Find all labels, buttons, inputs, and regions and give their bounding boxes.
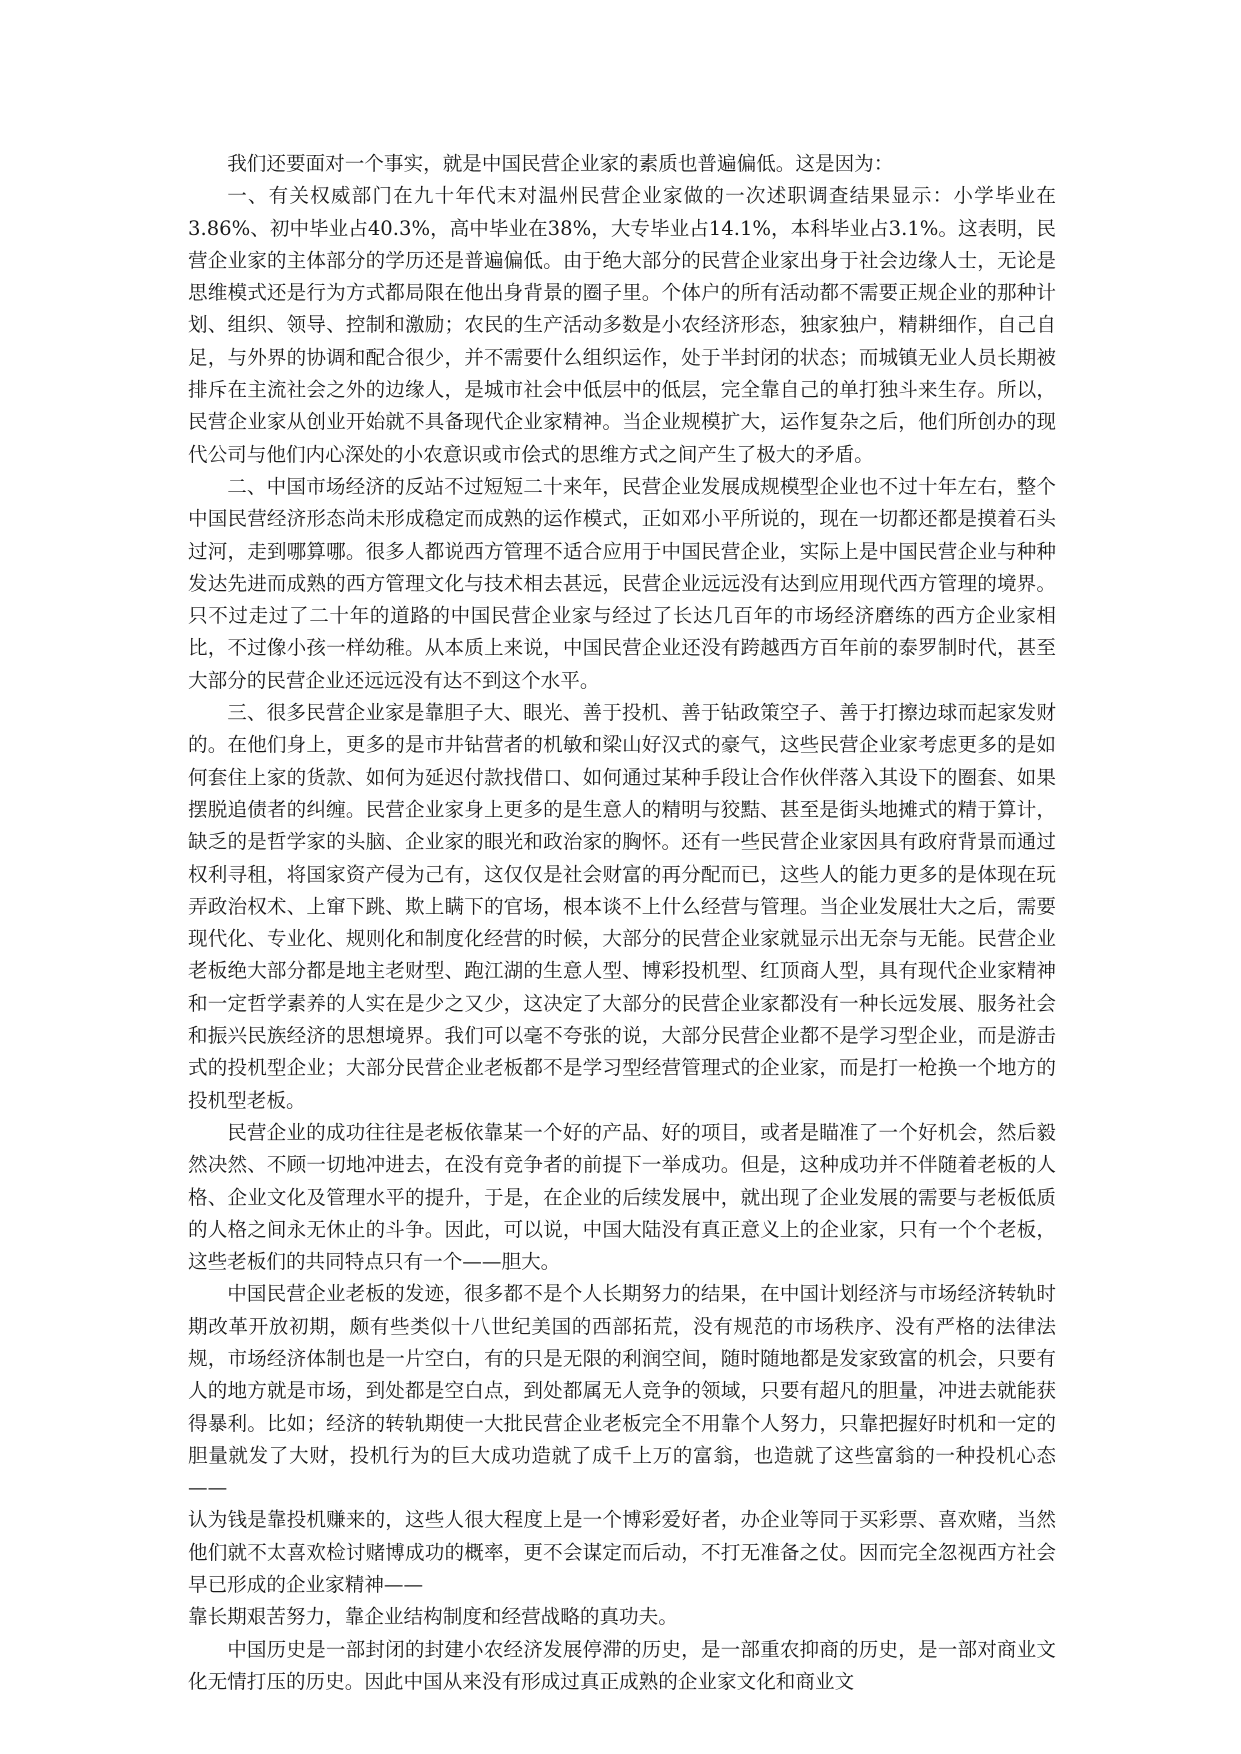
paragraph: 二、中国市场经济的反站不过短短二十来年，民营企业发展成规模型企业也不过十年左右，整个中国民营经济形态尚未形成稳定而成熟的运作模式，正如邓小平所说的，现在一切都还都是摸着石头过河，走到哪算哪。很多人都说西方管理不适合应用于中国民营企业，实际上是中国民营企业与种种发达先进而成熟的西方管理文化与技术相去甚远，民营企业远远没有达到应用现代西方管理的境界。只不过走过了二十年的道路的中国民营企业家与经过了长达几百年的市场经济磨练的西方企业家相比，不过像小孩一样幼稚。从本质上来说，中国民营企业还没有跨越西方百年前的泰罗制时代，甚至大部分的民营企业还远远没有达不到这个水平。 <box>188 474 1056 692</box>
paragraph: 民营企业的成功往往是老板依靠某一个好的产品、好的项目，或者是瞄准了一个好机会，然后毅然决然、不顾一切地冲进去，在没有竞争者的前提下一举成功。但是，这种成功并不伴随着老板的人格、企业文化及管理水平的提升，于是，在企业的后续发展中，就出现了企业发展的需要与老板低质的人格之间永无休止的斗争。因此，可以说，中国大陆没有真正意义上的企业家，只有一个个老板，这些老板们的共同特点只有一个——胆大。 <box>188 1120 1056 1274</box>
paragraph: 三、很多民营企业家是靠胆子大、眼光、善于投机、善于钻政策空子、善于打擦边球而起家发财的。在他们身上，更多的是市井钻营者的机敏和梁山好汉式的豪气，这些民营企业家考虑更多的是如何套住上家的货款、如何为延迟付款找借口、如何通过某种手段让合作伙伴落入其设下的圈套、如果摆脱追债者的纠缠。民营企业家身上更多的是生意人的精明与狡黠、甚至是街头地摊式的精于算计，缺乏的是哲学家的头脑、企业家的眼光和政治家的胸怀。还有一些民营企业家因具有政府背景而通过权利寻租，将国家资产侵为己有，这仅仅是社会财富的再分配而已，这些人的能力更多的是体现在玩弄政治权术、上窜下跳、欺上瞒下的官场，根本谈不上什么经营与管理。当企业发展壮大之后，需要现代化、专业化、规则化和制度化经营的时候，大部分的民营企业家就显示出无奈与无能。民营企业老板绝大部分都是地主老财型、跑江湖的生意人型、博彩投机型、红顶商人型，具有现代企业家精神和一定哲学素养的人实在是少之又少，这决定了大部分的民营企业家都没有一种长远发展、服务社会和振兴民族经济的思想境界。我们可以毫不夸张的说，大部分民营企业都不是学习型企业，而是游击式的投机型企业；大部分民营企业老板都不是学习型经营管理式的企业家，而是打一枪换一个地方的投机型老板。 <box>188 701 1056 1112</box>
paragraph: 认为钱是靠投机赚来的，这些人很大程度上是一个博彩爱好者，办企业等同于买彩票、喜欢赌，当然他们就不太喜欢检讨赌博成功的概率，更不会谋定而后动，不打无准备之仗。因而完全忽视西方社会早已形成的企业家精神—— <box>188 1508 1056 1597</box>
paragraph: 一、有关权威部门在九十年代末对温州民营企业家做的一次述职调查结果显示：小学毕业在3.86%、初中毕业占40.3%，高中毕业在38%，大专毕业占14.1%，本科毕业占3.1%。这表明，民营企业家的主体部分的学历还是普遍偏低。由于绝大部分的民营企业家出身于社会边缘人士，无论是思维模式还是行为方式都局限在他出身背景的圈子里。个体户的所有活动都不需要正规企业的那种计划、组织、领导、控制和激励；农民的生产活动多数是小农经济形态，独家独户，精耕细作，自己自足，与外界的协调和配合很少，并不需要什么组织运作，处于半封闭的状态；而城镇无业人员长期被排斥在主流社会之外的边缘人，是城市社会中低层中的低层，完全靠自己的单打独斗来生存。所以，民营企业家从创业开始就不具备现代企业家精神。当企业规模扩大，运作复杂之后，他们所创办的现代公司与他们内心深处的小农意识或市侩式的思维方式之间产生了极大的矛盾。 <box>188 184 1056 466</box>
paragraph: 中国民营企业老板的发迹，很多都不是个人长期努力的结果，在中国计划经济与市场经济转轨时期改革开放初期，颇有些类似十八世纪美国的西部拓荒，没有规范的市场秩序、没有严格的法律法规，市场经济体制也是一片空白，有的只是无限的利润空间，随时随地都是发家致富的机会，只要有人的地方就是市场，到处都是空白点，到处都属无人竞争的领域，只要有超凡的胆量，冲进去就能获得暴利。比如；经济的转轨期使一大批民营企业老板完全不用靠个人努力，只靠把握好时机和一定的胆量就发了大财，投机行为的巨大成功造就了成千上万的富翁，也造就了这些富翁的一种投机心态—— <box>188 1282 1056 1500</box>
paragraph: 中国历史是一部封闭的封建小农经济发展停滞的历史，是一部重农抑商的历史，是一部对商业文化无情打压的历史。因此中国从来没有形成过真正成熟的企业家文化和商业文 <box>188 1637 1056 1693</box>
document-body <box>188 148 1056 1698</box>
paragraph: 我们还要面对一个事实，就是中国民营企业家的素质也普遍偏低。这是因为： <box>227 152 894 175</box>
paragraph: 靠长期艰苦努力，靠企业结构制度和经营战略的真功夫。 <box>188 1605 678 1629</box>
